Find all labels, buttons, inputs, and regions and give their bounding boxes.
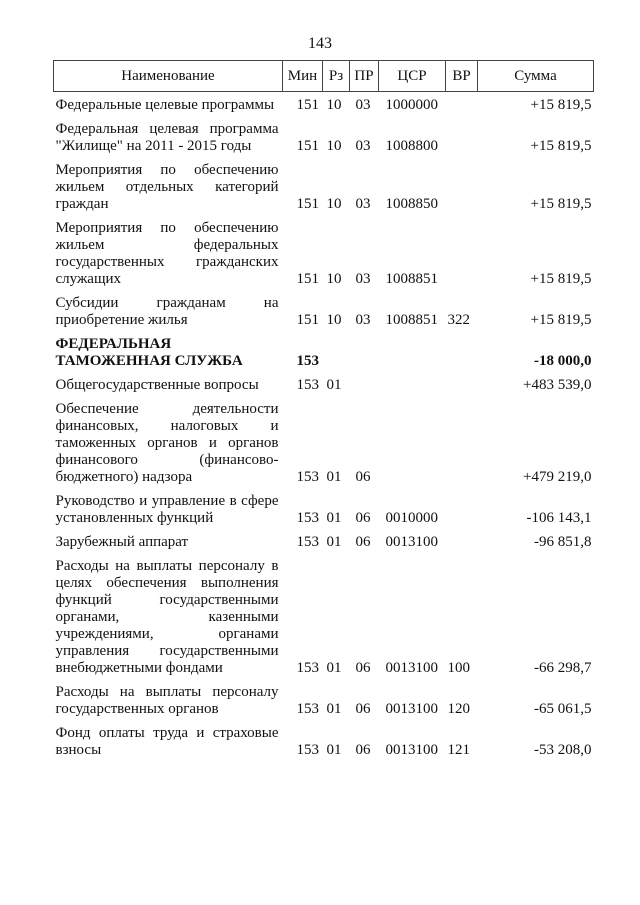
- cell-min: 153: [296, 510, 319, 526]
- cell-min: 153: [296, 377, 319, 393]
- table-row: [54, 372, 594, 396]
- table-row: [54, 553, 594, 679]
- cell-rz: 01: [326, 701, 342, 717]
- cell-sum: +15 819,5: [530, 196, 592, 212]
- cell-vr: 121: [447, 742, 470, 758]
- table-row: [54, 396, 594, 488]
- cell-vr: [446, 157, 478, 215]
- page-number: 143: [308, 35, 332, 52]
- header-csr: ЦСР: [379, 61, 446, 92]
- cell-csr: 1008851: [385, 312, 438, 328]
- cell-name: Расходы на выплаты персоналу государственных органов: [55, 684, 279, 717]
- cell-name: Зарубежный аппарат: [55, 534, 189, 550]
- cell-min: 151: [296, 271, 319, 287]
- table-row: [54, 720, 594, 761]
- cell-min: 153: [296, 469, 319, 485]
- cell-rz: 10: [326, 138, 342, 154]
- cell-min: 151: [296, 312, 319, 328]
- cell-sum: +15 819,5: [530, 97, 592, 113]
- budget-table: [53, 60, 594, 761]
- cell-rz: 01: [326, 534, 342, 550]
- cell-sum: -18 000,0: [534, 353, 592, 369]
- cell-csr: 1000000: [385, 97, 438, 113]
- cell-vr: 100: [447, 660, 470, 676]
- header-vr: ВР: [446, 61, 478, 92]
- cell-csr: [379, 331, 446, 372]
- cell-vr: 120: [447, 701, 470, 717]
- cell-rz: [323, 331, 350, 372]
- cell-sum: -96 851,8: [534, 534, 592, 550]
- cell-name: Расходы на выплаты персоналу в целях обеспечения выполнения функций государственными органами, казенными учреждениями, органами управления государственными внебюджетными фондами: [55, 558, 279, 676]
- cell-name: Мероприятия по обеспечению жильем отдельных категорий граждан: [55, 162, 279, 212]
- cell-pr: 06: [355, 469, 371, 485]
- table-row: [54, 290, 594, 331]
- cell-rz: 10: [326, 196, 342, 212]
- table-body: [54, 92, 594, 762]
- cell-vr: [446, 372, 478, 396]
- table-row: [54, 92, 594, 117]
- cell-csr: 1008800: [385, 138, 438, 154]
- cell-pr: 06: [355, 701, 371, 717]
- cell-sum: +15 819,5: [530, 271, 592, 287]
- table-header: [54, 61, 594, 92]
- cell-pr: 03: [355, 312, 371, 328]
- cell-csr: 1008850: [385, 196, 438, 212]
- cell-sum: +15 819,5: [530, 312, 592, 328]
- cell-sum: -65 061,5: [534, 701, 592, 717]
- cell-name: Фонд оплаты труда и страховые взносы: [55, 725, 279, 758]
- cell-name: Федеральные целевые программы: [55, 97, 275, 113]
- cell-rz: 10: [326, 97, 342, 113]
- table-row: [54, 157, 594, 215]
- cell-rz: 01: [326, 510, 342, 526]
- cell-sum: -106 143,1: [526, 510, 592, 526]
- cell-vr: [446, 215, 478, 290]
- cell-min: 153: [296, 660, 319, 676]
- cell-sum: +483 539,0: [523, 377, 592, 393]
- table-row: [54, 116, 594, 157]
- table-row: [54, 529, 594, 553]
- cell-csr: [379, 396, 446, 488]
- cell-min: 153: [296, 353, 319, 369]
- cell-vr: 322: [447, 312, 470, 328]
- cell-name: Мероприятия по обеспечению жильем федеральных государственных гражданских служащих: [55, 220, 279, 287]
- cell-csr: 0013100: [385, 701, 438, 717]
- cell-vr: [446, 488, 478, 529]
- cell-name: Субсидии гражданам на приобретение жилья: [55, 295, 279, 328]
- header-min: Мин: [283, 61, 323, 92]
- cell-pr: 03: [355, 196, 371, 212]
- cell-min: 151: [296, 196, 319, 212]
- cell-min: 151: [296, 97, 319, 113]
- cell-pr: 03: [355, 97, 371, 113]
- cell-vr: [446, 396, 478, 488]
- cell-pr: [350, 331, 379, 372]
- cell-csr: 0010000: [385, 510, 438, 526]
- cell-csr: 1008851: [385, 271, 438, 287]
- cell-pr: 06: [355, 510, 371, 526]
- cell-pr: 06: [355, 534, 371, 550]
- cell-pr: 03: [355, 138, 371, 154]
- cell-csr: 0013100: [385, 660, 438, 676]
- header-name: Наименование: [54, 61, 283, 92]
- cell-rz: 10: [326, 312, 342, 328]
- cell-csr: [379, 372, 446, 396]
- cell-pr: 06: [355, 660, 371, 676]
- cell-rz: 01: [326, 660, 342, 676]
- cell-vr: [446, 116, 478, 157]
- header-pr: ПР: [350, 61, 379, 92]
- cell-vr: [446, 92, 478, 117]
- cell-rz: 01: [326, 469, 342, 485]
- cell-sum: -53 208,0: [534, 742, 592, 758]
- cell-pr: 03: [355, 271, 371, 287]
- table-row: [54, 215, 594, 290]
- cell-pr: 06: [355, 742, 371, 758]
- cell-sum: +479 219,0: [523, 469, 592, 485]
- cell-min: 153: [296, 701, 319, 717]
- cell-rz: 10: [326, 271, 342, 287]
- cell-vr: [446, 331, 478, 372]
- cell-min: 151: [296, 138, 319, 154]
- cell-rz: 01: [326, 377, 342, 393]
- table-row: [54, 331, 594, 372]
- cell-min: 153: [296, 742, 319, 758]
- cell-name: ФЕДЕРАЛЬНАЯ ТАМОЖЕННАЯ СЛУЖБА: [55, 336, 243, 369]
- cell-rz: 01: [326, 742, 342, 758]
- cell-name: Федеральная целевая программа "Жилище" на 2011 - 2015 годы: [55, 121, 279, 154]
- cell-name: Общегосударственные вопросы: [55, 377, 259, 393]
- header-sum: Сумма: [478, 61, 594, 92]
- table-row: [54, 488, 594, 529]
- cell-sum: +15 819,5: [530, 138, 592, 154]
- cell-name: Обеспечение деятельности финансовых, налоговых и таможенных органов и органов финансового (финансово-бюджетного) надзора: [55, 401, 279, 485]
- cell-pr: [350, 372, 379, 396]
- table-row: [54, 679, 594, 720]
- cell-vr: [446, 529, 478, 553]
- cell-name: Руководство и управление в сфере установленных функций: [55, 493, 279, 526]
- cell-csr: 0013100: [385, 742, 438, 758]
- cell-sum: -66 298,7: [534, 660, 592, 676]
- header-rz: Рз: [323, 61, 350, 92]
- cell-min: 153: [296, 534, 319, 550]
- cell-csr: 0013100: [385, 534, 438, 550]
